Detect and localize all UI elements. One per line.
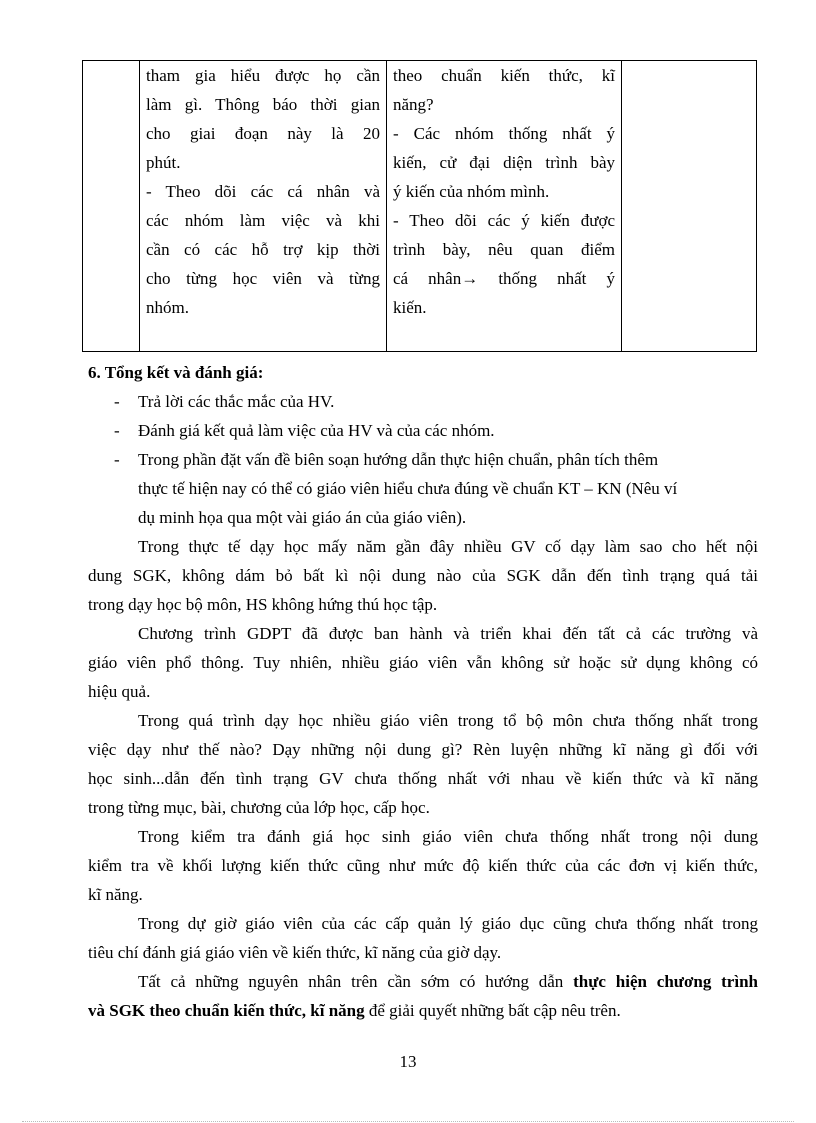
bullet-item-continued: dụ minh họa qua một vài giáo án của giáo viên). bbox=[138, 508, 467, 527]
table-cell-empty-4 bbox=[622, 61, 757, 352]
paragraph-line: Trong thực tế dạy học mấy năm gần đây nhiều GV cố dạy làm sao cho hết nội bbox=[138, 537, 758, 556]
paragraph-line: kĩ năng. bbox=[88, 885, 143, 904]
paragraph-line: Trong quá trình dạy học nhiều giáo viên trong tổ bộ môn chưa thống nhất trong bbox=[138, 711, 758, 730]
cell-line: kiến, cử đại diện trình bày bbox=[393, 153, 615, 172]
cell-line: cho từng học viên và từng bbox=[146, 269, 380, 288]
paragraph-line: Trong kiểm tra đánh giá học sinh giáo viên chưa thống nhất trong nội dung bbox=[138, 827, 758, 846]
paragraph-line: việc dạy như thế nào? Dạy những nội dung gì? Rèn luyện những kĩ năng gì đối với bbox=[88, 740, 758, 759]
paragraph-line: giáo viên phổ thông. Tuy nhiên, nhiều giáo viên vẫn không sử hoặc sử dụng không có bbox=[88, 653, 758, 672]
cell-line: cần có các hỗ trợ kịp thời bbox=[146, 240, 380, 259]
bullet-dash: - bbox=[114, 392, 120, 411]
bullet-item: Trong phần đặt vấn đề biên soạn hướng dẫn thực hiện chuẩn, phân tích thêm bbox=[138, 450, 659, 469]
cell-line: ý kiến của nhóm mình. bbox=[393, 182, 550, 201]
paragraph-line: hiệu quả. bbox=[88, 682, 151, 701]
cell-line: - Theo dõi các cá nhân và bbox=[146, 182, 380, 201]
page-number: 13 bbox=[399, 1052, 417, 1071]
paragraph-line: trong từng mục, bài, chương của lớp học, cấp học. bbox=[88, 798, 430, 817]
final-text-end: để giải quyết những bất cập nêu trên. bbox=[364, 1001, 621, 1020]
cell-line: năng? bbox=[393, 95, 434, 114]
table-cell-empty-1 bbox=[83, 61, 140, 352]
cell-line: - Các nhóm thống nhất ý bbox=[393, 124, 615, 143]
activity-table bbox=[82, 60, 757, 352]
bullet-item-continued: thực tế hiện nay có thể có giáo viên hiểu chưa đúng về chuẩn KT – KN (Nêu ví bbox=[138, 479, 678, 498]
final-text-start: Tất cả những nguyên nhân trên cần sớm có hướng dẫn bbox=[138, 972, 574, 991]
table-cell-teacher-activity bbox=[140, 61, 387, 352]
cell-line: nhóm. bbox=[146, 298, 189, 317]
paragraph-line: Chương trình GDPT đã được ban hành và triển khai đến tất cả các trường và bbox=[138, 624, 758, 643]
final-paragraph-line-2 bbox=[88, 996, 758, 1025]
bullet-item: Trả lời các thắc mắc của HV. bbox=[138, 392, 335, 411]
cell-line: theo chuẩn kiến thức, kĩ bbox=[393, 66, 615, 85]
final-bold-phrase: và SGK theo chuẩn kiến thức, kĩ năng bbox=[88, 1001, 365, 1020]
cell-line: phút. bbox=[146, 153, 181, 172]
cell-line: các nhóm làm việc và khi bbox=[146, 211, 380, 230]
cell-line: cho giai đoạn này là 20 bbox=[146, 124, 380, 143]
bullet-item: Đánh giá kết quả làm việc của HV và của các nhóm. bbox=[138, 421, 495, 440]
cell-line: làm gì. Thông báo thời gian bbox=[146, 95, 380, 114]
bullet-dash: - bbox=[114, 450, 120, 469]
bullet-dash: - bbox=[114, 421, 120, 440]
cell-line: - Theo dõi các ý kiến được bbox=[393, 211, 615, 230]
section-heading: 6. Tổng kết và đánh giá: bbox=[88, 363, 264, 382]
paragraph-line: dung SGK, không dám bỏ bất kì nội dung nào của SGK dẫn đến tình trạng quá tải bbox=[88, 566, 758, 585]
paragraph-line: Trong dự giờ giáo viên của các cấp quản lý giáo dục cũng chưa thống nhất trong bbox=[138, 914, 758, 933]
cell-line: kiến. bbox=[393, 298, 427, 317]
paragraph-line: học sinh...dẫn đến tình trạng GV chưa thống nhất với nhau về kiến thức và kĩ năng bbox=[88, 769, 758, 788]
cell-line: cá nhân→ thống nhất ý bbox=[393, 269, 615, 288]
table-cell-student-activity bbox=[387, 61, 622, 352]
paragraph-line: kiểm tra về khối lượng kiến thức cũng như mức độ kiến thức của các đơn vị kiến thức, bbox=[88, 856, 758, 875]
cell-line: tham gia hiểu được họ cần bbox=[146, 66, 380, 85]
final-bold-phrase: thực hiện chương trình bbox=[573, 972, 758, 991]
final-paragraph-line-1 bbox=[138, 967, 758, 996]
paragraph-line: trong dạy học bộ môn, HS không hứng thú học tập. bbox=[88, 595, 438, 614]
cell-line: trình bày, nêu quan điểm bbox=[393, 240, 615, 259]
footer-divider bbox=[22, 1121, 794, 1122]
table-row bbox=[83, 61, 757, 352]
paragraph-line: tiêu chí đánh giá giáo viên về kiến thức, kĩ năng của giờ dạy. bbox=[88, 943, 502, 962]
